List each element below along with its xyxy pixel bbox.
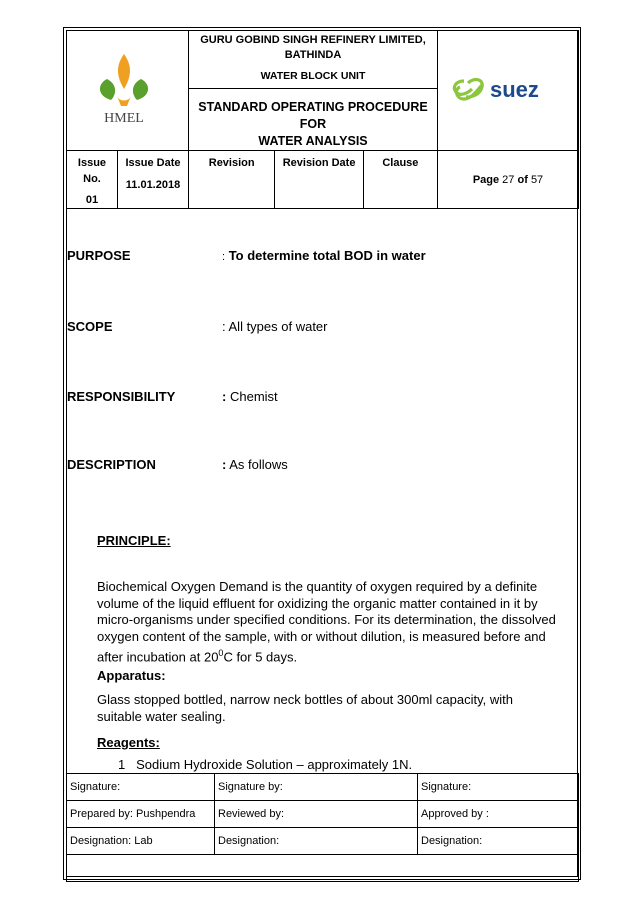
designation-2: Designation: — [215, 828, 418, 855]
revision-cell — [189, 151, 275, 209]
revision-date-cell — [275, 151, 363, 209]
issue-no-value: 01 — [85, 194, 99, 206]
prepared-by: Prepared by: Pushpendra — [67, 801, 215, 828]
signature-table — [66, 773, 579, 882]
apparatus-heading: Apparatus: — [97, 668, 166, 683]
unit-name: WATER BLOCK UNIT — [260, 70, 366, 82]
footer-blank-row — [67, 855, 579, 882]
issue-date-label: Issue Date — [125, 157, 181, 169]
purpose-colon: : — [222, 251, 226, 263]
purpose-text: To determine total BOD in water — [228, 248, 426, 263]
sop-title-cell — [189, 89, 438, 151]
hmel-logo-text: HMEL — [104, 111, 144, 126]
signature-2: Signature by: — [215, 774, 418, 801]
clause-cell — [363, 151, 437, 209]
apparatus-text: Glass stopped bottled, narrow neck bottles of about 300ml capacity, with suitable water sealing. — [97, 692, 513, 724]
issue-date-value: 11.01.2018 — [125, 179, 181, 191]
company-cell — [189, 31, 438, 89]
issue-no-label-2: No. — [83, 173, 101, 185]
hmel-logo — [67, 34, 187, 144]
page-word: Page — [472, 173, 500, 186]
signature-1: Signature: — [67, 774, 215, 801]
responsibility-text: Chemist — [229, 389, 278, 404]
designation-1: Designation: Lab — [67, 828, 215, 855]
description-value — [222, 457, 288, 472]
purpose-value — [222, 248, 426, 263]
issue-date-cell — [118, 151, 189, 209]
purpose-label: PURPOSE — [67, 248, 131, 263]
revision-date-label: Revision Date — [282, 157, 356, 169]
clause-label: Clause — [382, 157, 419, 169]
responsibility-colon: : — [222, 389, 227, 404]
description-colon: : — [222, 457, 227, 472]
approved-by: Approved by : — [418, 801, 579, 828]
reagents-heading: Reagents: — [97, 735, 160, 750]
header-table — [66, 30, 579, 209]
company-line-1: GURU GOBIND SINGH REFINERY LIMITED, — [200, 34, 426, 46]
responsibility-value — [222, 389, 278, 404]
reagent-1 — [118, 757, 578, 774]
sop-title-line-1: STANDARD OPERATING PROCEDURE FOR — [198, 100, 428, 131]
company-line-2: BATHINDA — [284, 49, 342, 61]
description-label: DESCRIPTION — [67, 457, 156, 472]
principle-text-1: Biochemical Oxygen Demand is the quantity of oxygen required by a definite volume of the liquid effluent for oxidizing the organic matter contained in it by micro-organisms under specified conditions. For its determination, the dissolved oxygen content of the sample, with or without dilution, is measured before and after incubation at 20 — [97, 579, 556, 665]
suez-logo-cell — [438, 31, 579, 151]
reagent-1-text: Sodium Hydroxide Solution – approximately 1N. — [136, 757, 413, 772]
issue-no-label-1: Issue — [77, 157, 107, 169]
description-text: As follows — [229, 457, 288, 472]
principle-heading: PRINCIPLE: — [97, 533, 171, 548]
principle-paragraph — [97, 579, 557, 666]
page-total: 57 — [530, 173, 544, 186]
signature-3: Signature: — [418, 774, 579, 801]
scope-value: : All types of water — [222, 319, 328, 334]
issue-no-cell — [67, 151, 118, 209]
reagent-1-number: 1 — [118, 757, 126, 772]
principle-text-2: C for 5 days. — [223, 649, 298, 665]
suez-logo — [438, 59, 578, 119]
scope-label: SCOPE — [67, 319, 113, 334]
suez-logo-text: suez — [490, 77, 539, 102]
reviewed-by: Reviewed by: — [215, 801, 418, 828]
designation-3: Designation: — [418, 828, 579, 855]
page-number-cell — [438, 151, 579, 209]
sop-title-line-2: WATER ANALYSIS — [258, 134, 368, 148]
page-of: of — [517, 173, 528, 186]
responsibility-label: RESPONSIBILITY — [67, 389, 176, 404]
revision-label: Revision — [208, 157, 255, 169]
hmel-logo-cell — [67, 31, 189, 151]
page-current: 27 — [502, 173, 515, 186]
principle-superscript: 0 — [218, 648, 224, 658]
